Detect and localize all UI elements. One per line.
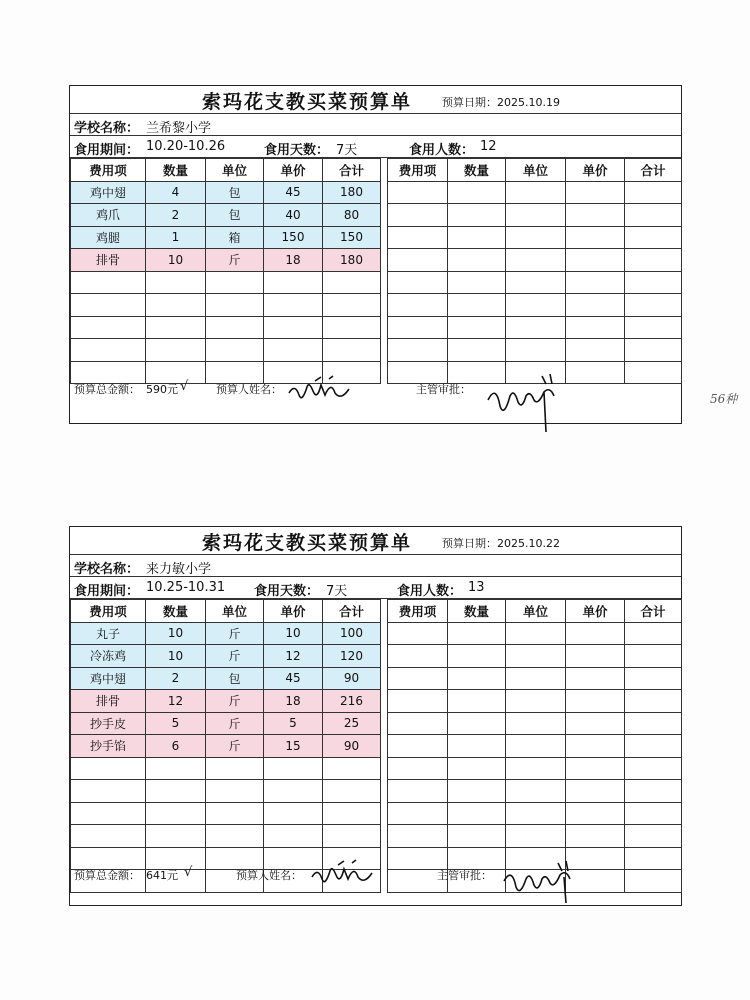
unit-cell (506, 316, 566, 339)
qty-cell (448, 802, 506, 825)
check-mark: √ (180, 379, 189, 394)
price-cell (566, 802, 625, 825)
supervisor-signature (482, 370, 572, 438)
table-header-row (71, 600, 381, 623)
form-title-row (70, 527, 681, 555)
item-name-cell (71, 294, 146, 317)
people-value: 13 (468, 580, 485, 595)
qty-cell: 10 (146, 249, 206, 272)
item-name-cell (388, 802, 448, 825)
item-name-cell (71, 271, 146, 294)
table-row (71, 690, 381, 713)
table-row (71, 181, 381, 204)
table-row (71, 339, 381, 362)
qty-cell (146, 294, 206, 317)
table-row (71, 294, 381, 317)
item-name-cell (388, 271, 448, 294)
total-cell (625, 294, 682, 317)
total-cell (625, 780, 682, 803)
total-cell (323, 802, 381, 825)
header-item: 费用项 (71, 600, 146, 623)
table-row (71, 712, 381, 735)
qty-cell: 2 (146, 667, 206, 690)
school-label: 学校名称： (74, 121, 140, 136)
item-name-cell (388, 226, 448, 249)
price-cell (264, 780, 323, 803)
header-qty: 数量 (448, 600, 506, 623)
item-name-cell (71, 780, 146, 803)
unit-cell: 斤 (206, 735, 264, 758)
qty-cell (448, 249, 506, 272)
price-cell (566, 757, 625, 780)
table-row (71, 780, 381, 803)
school-label: 学校名称： (74, 562, 140, 577)
total-amount: 590元 (146, 383, 178, 396)
qty-cell (448, 271, 506, 294)
total-cell (625, 204, 682, 227)
price-cell (264, 757, 323, 780)
qty-cell (146, 316, 206, 339)
unit-cell (506, 204, 566, 227)
total-cell: 80 (323, 204, 381, 227)
item-name-cell (388, 339, 448, 362)
qty-cell: 6 (146, 735, 206, 758)
unit-cell (206, 825, 264, 848)
price-cell: 18 (264, 249, 323, 272)
price-cell: 12 (264, 645, 323, 668)
total-cell: 150 (323, 226, 381, 249)
expense-table-right (387, 158, 682, 384)
school-row (70, 555, 681, 577)
expense-table-left (70, 599, 381, 893)
unit-cell (506, 780, 566, 803)
header-price: 单价 (264, 159, 323, 182)
price-cell (264, 271, 323, 294)
item-name-cell (388, 712, 448, 735)
unit-cell (506, 181, 566, 204)
price-cell (566, 361, 625, 384)
total-cell: 90 (323, 735, 381, 758)
preparer-label: 预算人姓名： (236, 869, 302, 882)
header-unit: 单位 (506, 600, 566, 623)
table-row (388, 316, 682, 339)
table-row (71, 802, 381, 825)
total-cell: 180 (323, 181, 381, 204)
item-name-cell (71, 339, 146, 362)
price-cell: 5 (264, 712, 323, 735)
table-row (71, 667, 381, 690)
total-cell (323, 294, 381, 317)
table-header-row (388, 159, 682, 182)
unit-cell (206, 757, 264, 780)
qty-cell (146, 757, 206, 780)
qty-cell (448, 645, 506, 668)
qty-cell (146, 802, 206, 825)
item-name-cell (388, 316, 448, 339)
qty-cell (448, 204, 506, 227)
total-label: 预算总金额： (74, 869, 140, 882)
check-mark: √ (184, 865, 193, 880)
period-label: 食用期间： (74, 143, 140, 158)
unit-cell (506, 757, 566, 780)
days-label: 食用天数： (264, 143, 330, 158)
table-row (71, 271, 381, 294)
total-cell (625, 361, 682, 384)
unit-cell: 包 (206, 204, 264, 227)
period-value: 10.20-10.26 (146, 139, 226, 154)
unit-cell (506, 622, 566, 645)
expense-table-right (387, 599, 682, 893)
header-unit: 单位 (206, 159, 264, 182)
total-cell (625, 339, 682, 362)
table-row (71, 735, 381, 758)
item-name-cell: 丸子 (71, 622, 146, 645)
price-cell (566, 249, 625, 272)
price-cell (566, 735, 625, 758)
period-value: 10.25-10.31 (146, 580, 226, 595)
period-row (70, 577, 681, 599)
price-cell (566, 226, 625, 249)
total-cell (323, 757, 381, 780)
table-row (388, 780, 682, 803)
unit-cell (506, 226, 566, 249)
price-cell (566, 780, 625, 803)
table-row (71, 226, 381, 249)
budget-date: 预算日期：2025.10.19 (442, 96, 560, 109)
table-row (388, 757, 682, 780)
unit-cell (506, 294, 566, 317)
total-cell (625, 690, 682, 713)
price-cell (566, 294, 625, 317)
price-cell (264, 802, 323, 825)
item-name-cell: 鸡爪 (71, 204, 146, 227)
price-cell (566, 339, 625, 362)
unit-cell: 包 (206, 181, 264, 204)
total-cell (323, 316, 381, 339)
item-name-cell (388, 249, 448, 272)
table-row (71, 645, 381, 668)
qty-cell: 2 (146, 204, 206, 227)
table-row (388, 690, 682, 713)
price-cell (566, 667, 625, 690)
total-cell (625, 802, 682, 825)
item-name-cell: 鸡中翅 (71, 181, 146, 204)
margin-note: 56种 (710, 392, 738, 406)
total-cell (625, 667, 682, 690)
qty-cell (448, 667, 506, 690)
header-item: 费用项 (388, 159, 448, 182)
qty-cell (448, 294, 506, 317)
item-name-cell (71, 802, 146, 825)
price-cell: 150 (264, 226, 323, 249)
price-cell: 45 (264, 667, 323, 690)
table-row (71, 316, 381, 339)
table-row (388, 622, 682, 645)
total-cell (625, 226, 682, 249)
qty-cell (448, 757, 506, 780)
total-cell (625, 271, 682, 294)
qty-cell: 12 (146, 690, 206, 713)
qty-cell (448, 825, 506, 848)
preparer-signature (285, 373, 360, 407)
budget-date: 预算日期：2025.10.22 (442, 537, 560, 550)
item-name-cell (71, 825, 146, 848)
item-name-cell: 抄手皮 (71, 712, 146, 735)
price-cell (566, 712, 625, 735)
table-row (388, 712, 682, 735)
unit-cell: 斤 (206, 712, 264, 735)
total-cell (625, 181, 682, 204)
unit-cell (506, 667, 566, 690)
total-cell: 90 (323, 667, 381, 690)
total-cell (625, 825, 682, 848)
unit-cell (506, 271, 566, 294)
item-name-cell: 鸡中翅 (71, 667, 146, 690)
unit-cell (506, 645, 566, 668)
item-name-cell: 排骨 (71, 690, 146, 713)
total-cell (625, 735, 682, 758)
price-cell (264, 294, 323, 317)
header-price: 单价 (264, 600, 323, 623)
table-row (388, 181, 682, 204)
price-cell: 18 (264, 690, 323, 713)
table-row (388, 271, 682, 294)
price-cell (566, 181, 625, 204)
item-name-cell (388, 204, 448, 227)
header-total: 合计 (323, 600, 381, 623)
unit-cell (206, 294, 264, 317)
total-cell (323, 825, 381, 848)
school-row (70, 114, 681, 136)
table-header-row (71, 159, 381, 182)
qty-cell (448, 339, 506, 362)
table-row (71, 825, 381, 848)
table-row (388, 294, 682, 317)
price-cell: 15 (264, 735, 323, 758)
unit-cell: 箱 (206, 226, 264, 249)
header-total: 合计 (625, 159, 682, 182)
qty-cell (448, 622, 506, 645)
total-cell (625, 847, 682, 870)
price-cell (566, 316, 625, 339)
total-cell (323, 780, 381, 803)
budget-form-1 (69, 85, 682, 424)
table-row (388, 825, 682, 848)
preparer-signature (308, 857, 383, 891)
header-qty: 数量 (146, 159, 206, 182)
item-name-cell (388, 825, 448, 848)
table-row (71, 757, 381, 780)
total-cell (625, 645, 682, 668)
table-row (388, 735, 682, 758)
item-name-cell: 排骨 (71, 249, 146, 272)
total-cell: 180 (323, 249, 381, 272)
unit-cell (206, 316, 264, 339)
price-cell (264, 825, 323, 848)
form-title: 索玛花支教买菜预算单 (202, 91, 413, 113)
item-name-cell (388, 667, 448, 690)
qty-cell: 5 (146, 712, 206, 735)
days-value: 7天 (336, 143, 358, 158)
qty-cell (448, 226, 506, 249)
qty-cell (448, 181, 506, 204)
header-price: 单价 (566, 159, 625, 182)
people-label: 食用人数： (409, 143, 475, 158)
qty-cell: 4 (146, 181, 206, 204)
price-cell (566, 690, 625, 713)
unit-cell: 斤 (206, 690, 264, 713)
price-cell: 10 (264, 622, 323, 645)
expense-table-left (70, 158, 381, 384)
unit-cell (506, 735, 566, 758)
total-cell (323, 271, 381, 294)
unit-cell (206, 780, 264, 803)
qty-cell: 1 (146, 226, 206, 249)
header-item: 费用项 (71, 159, 146, 182)
table-row (388, 249, 682, 272)
qty-cell (448, 712, 506, 735)
table-row (388, 802, 682, 825)
item-name-cell (388, 622, 448, 645)
unit-cell (206, 271, 264, 294)
qty-cell (448, 690, 506, 713)
total-cell (625, 249, 682, 272)
item-name-cell (71, 316, 146, 339)
unit-cell (506, 339, 566, 362)
item-name-cell (388, 735, 448, 758)
school-name: 兰希黎小学 (146, 121, 212, 136)
qty-cell (146, 339, 206, 362)
item-name-cell: 冷冻鸡 (71, 645, 146, 668)
total-cell (625, 757, 682, 780)
total-cell: 120 (323, 645, 381, 668)
header-qty: 数量 (448, 159, 506, 182)
qty-cell: 10 (146, 645, 206, 668)
table-row (388, 226, 682, 249)
supervisor-label: 主管审批： (437, 869, 492, 882)
table-row (71, 204, 381, 227)
unit-cell (506, 690, 566, 713)
total-amount: 641元 (146, 869, 178, 882)
total-cell (625, 316, 682, 339)
total-cell: 216 (323, 690, 381, 713)
period-label: 食用期间： (74, 584, 140, 599)
qty-cell (146, 780, 206, 803)
unit-cell: 斤 (206, 249, 264, 272)
period-row (70, 136, 681, 158)
qty-cell (448, 316, 506, 339)
total-label: 预算总金额： (74, 383, 140, 396)
header-price: 单价 (566, 600, 625, 623)
item-name-cell (388, 645, 448, 668)
table-header-row (388, 600, 682, 623)
item-name-cell (388, 780, 448, 803)
header-total: 合计 (625, 600, 682, 623)
table-row (71, 622, 381, 645)
total-cell (625, 712, 682, 735)
qty-cell (448, 780, 506, 803)
school-name: 来力敏小学 (146, 562, 212, 577)
table-row (388, 339, 682, 362)
price-cell: 40 (264, 204, 323, 227)
supervisor-signature (498, 859, 588, 905)
people-label: 食用人数： (397, 584, 463, 599)
header-unit: 单位 (206, 600, 264, 623)
supervisor-label: 主管审批： (416, 383, 471, 396)
price-cell (566, 204, 625, 227)
table-row (71, 249, 381, 272)
budget-form-2 (69, 526, 682, 906)
header-item: 费用项 (388, 600, 448, 623)
unit-cell (506, 825, 566, 848)
price-cell (566, 645, 625, 668)
form-title: 索玛花支教买菜预算单 (202, 532, 413, 554)
total-cell (625, 622, 682, 645)
unit-cell: 斤 (206, 645, 264, 668)
price-cell (566, 825, 625, 848)
price-cell (264, 339, 323, 362)
item-name-cell (388, 757, 448, 780)
preparer-label: 预算人姓名： (216, 383, 282, 396)
header-unit: 单位 (506, 159, 566, 182)
total-cell: 25 (323, 712, 381, 735)
unit-cell (206, 802, 264, 825)
unit-cell: 包 (206, 667, 264, 690)
price-cell (566, 271, 625, 294)
qty-cell (448, 735, 506, 758)
price-cell: 45 (264, 181, 323, 204)
unit-cell (506, 249, 566, 272)
people-value: 12 (480, 139, 497, 154)
qty-cell (146, 271, 206, 294)
total-cell (625, 870, 682, 893)
qty-cell (146, 825, 206, 848)
item-name-cell (388, 181, 448, 204)
unit-cell (506, 712, 566, 735)
form-title-row (70, 86, 681, 114)
price-cell (566, 622, 625, 645)
table-row (388, 204, 682, 227)
unit-cell (206, 339, 264, 362)
item-name-cell (388, 294, 448, 317)
item-name-cell: 鸡腿 (71, 226, 146, 249)
total-cell (323, 339, 381, 362)
table-row (388, 645, 682, 668)
total-cell: 100 (323, 622, 381, 645)
table-row (388, 667, 682, 690)
item-name-cell (388, 690, 448, 713)
item-name-cell (71, 757, 146, 780)
header-qty: 数量 (146, 600, 206, 623)
unit-cell: 斤 (206, 622, 264, 645)
price-cell (264, 316, 323, 339)
days-value: 7天 (326, 584, 348, 599)
qty-cell: 10 (146, 622, 206, 645)
header-total: 合计 (323, 159, 381, 182)
unit-cell (506, 802, 566, 825)
item-name-cell: 抄手馅 (71, 735, 146, 758)
days-label: 食用天数： (254, 584, 320, 599)
